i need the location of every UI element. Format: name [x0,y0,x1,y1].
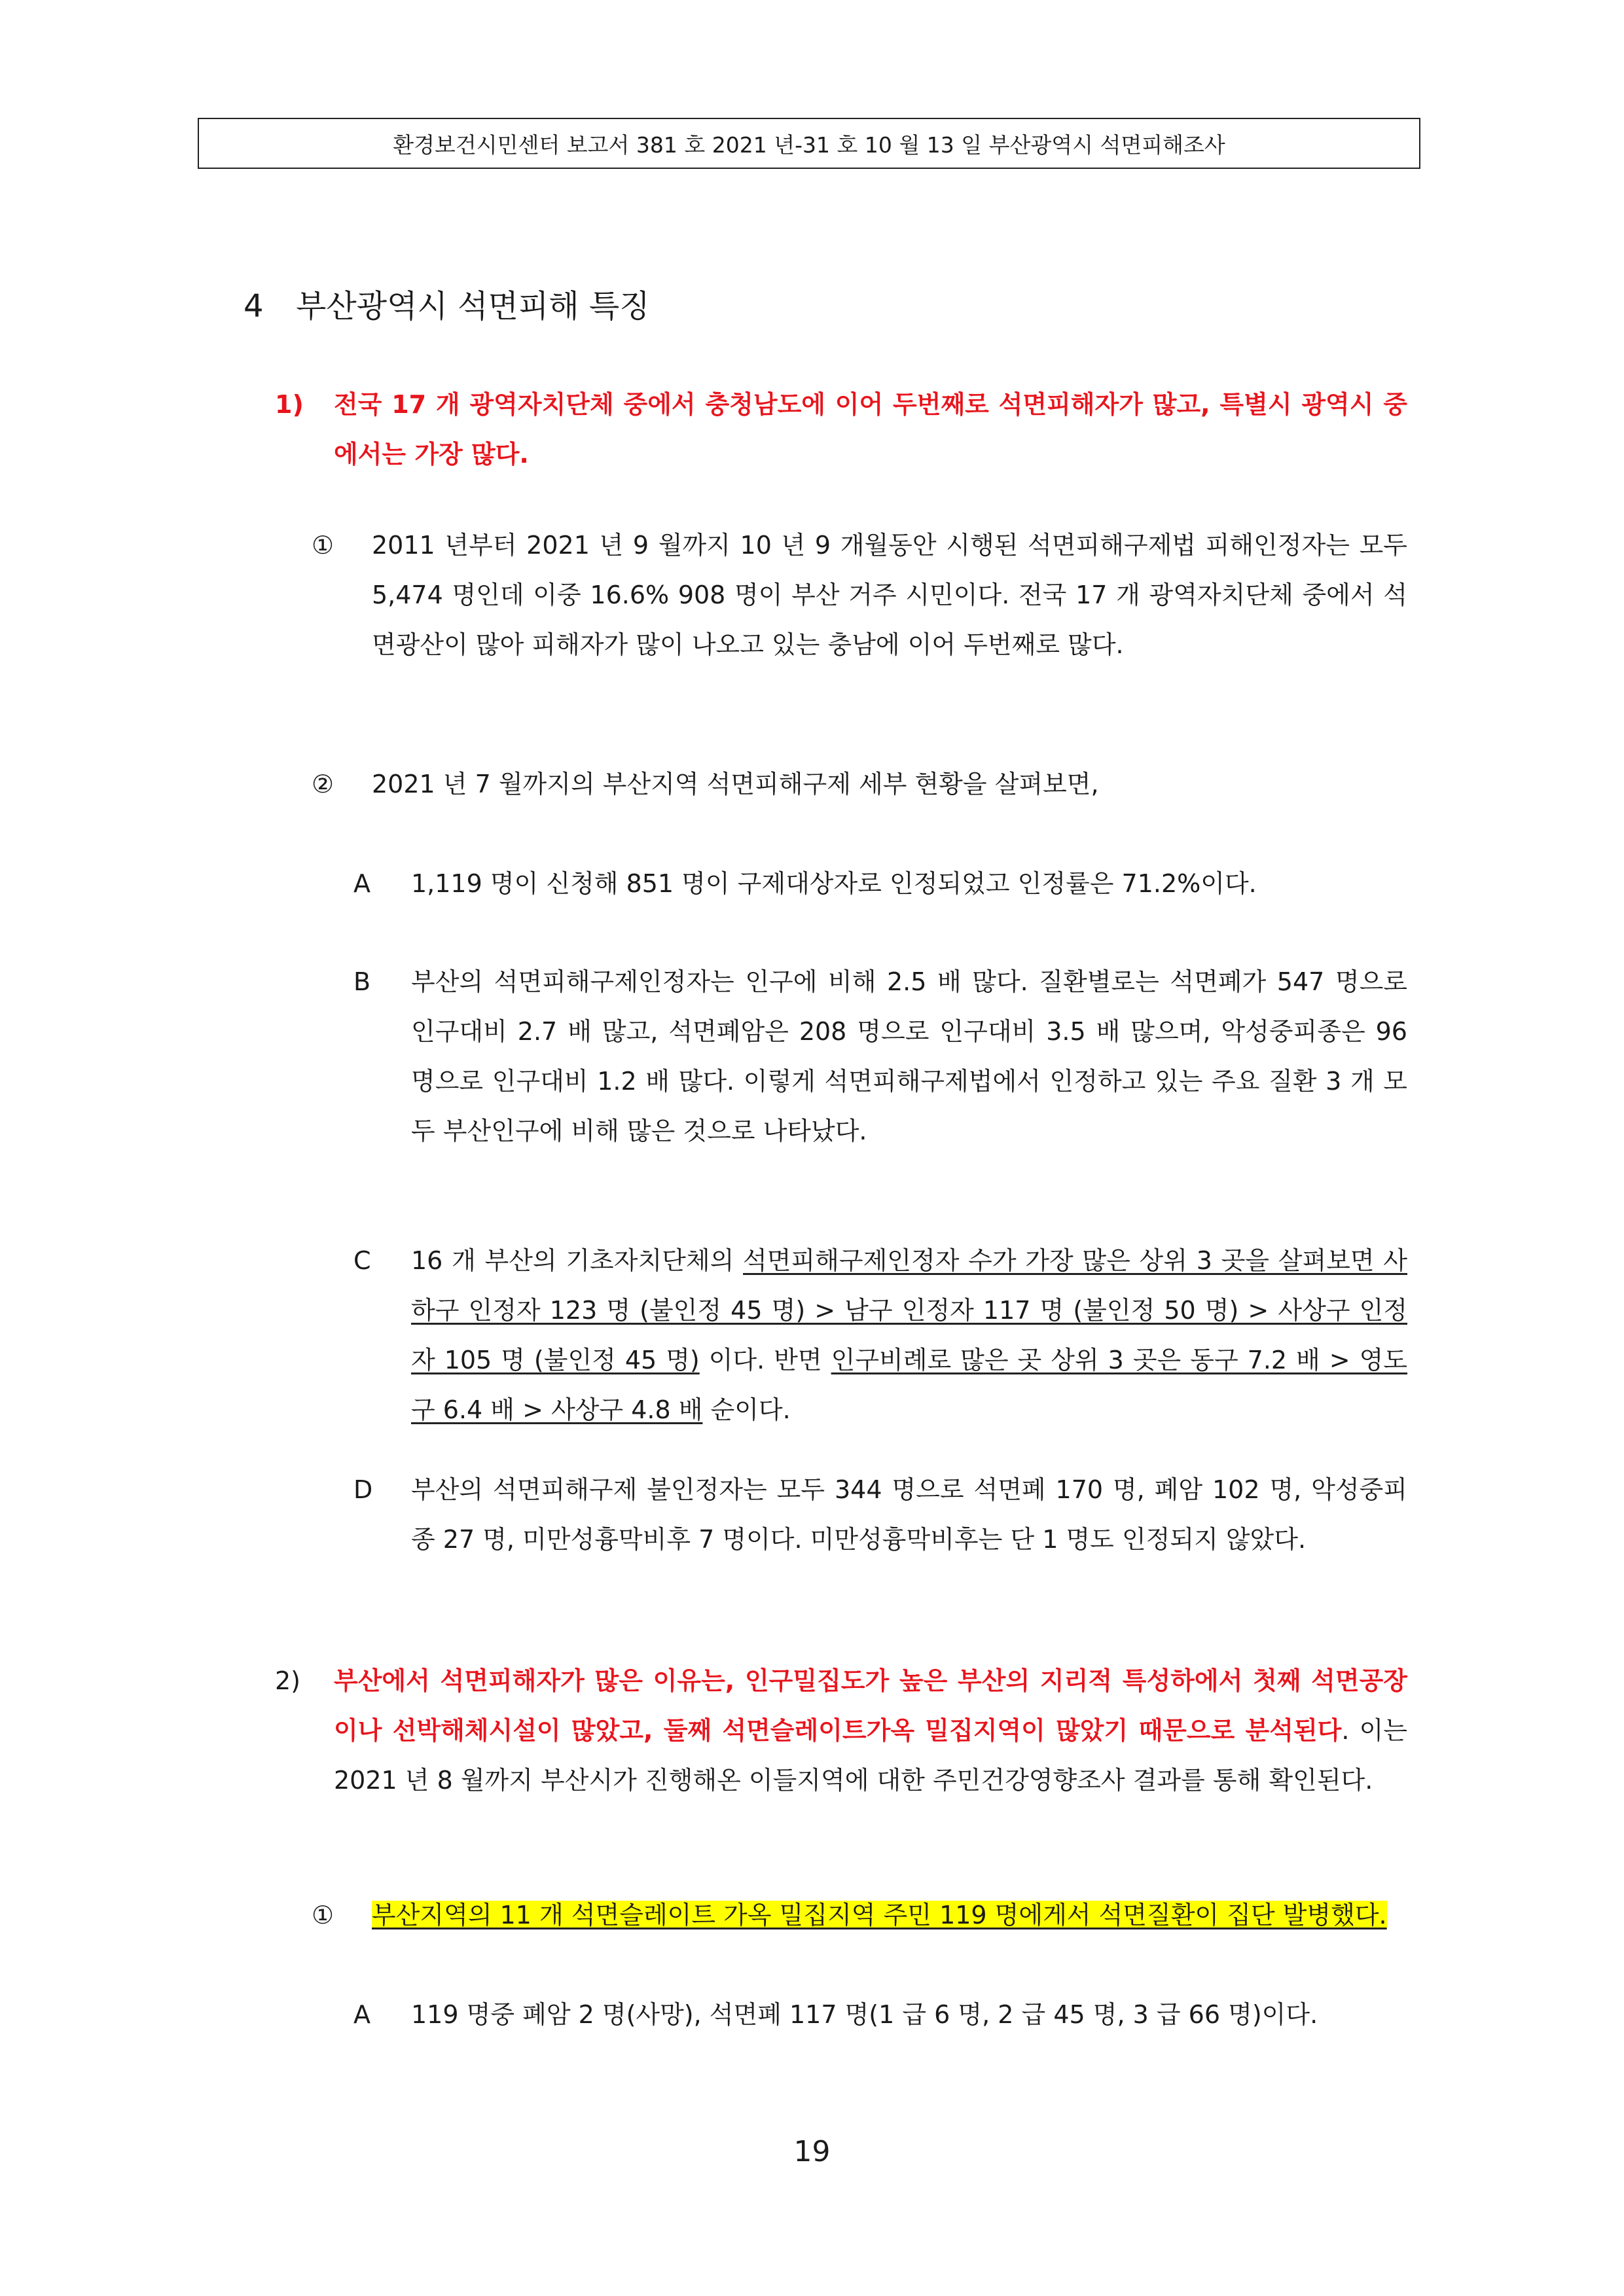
item-C-text-1: 16 개 부산의 기초자치단체의 [411,1246,744,1275]
item-2-emphasis: 부산에서 석면피해자가 많은 이유는, 인구밀집도가 높은 부산의 지리적 특성하에서 첫째 석면공장이나 선박해체시설이 많았고, 둘째 석면슬레이트가옥 밀집지역이 많았기 때문으로 분석된다 [334,1666,1407,1745]
item-1-1-text: 2011 년부터 2021 년 9 월까지 10 년 9 개월동안 시행된 석면피해구제법 피해인정자는 모두 5,474 명인데 이중 16.6% 908 명이 부산 거주 시민이다. 전국 17 개 광역자치단체 중에서 석면광산이 많아 피해자가 많이 나오고 있는 충남에 이어 두번째로 많다. [372,531,1407,659]
item-1-marker: 1) [275,390,304,419]
item-C-text-3: 순이다. [702,1395,791,1424]
section-number: 4 [244,288,264,325]
item-C-text [411,1236,1407,1435]
item-C-underlined-2: 인구비례로 많은 곳 상위 3 곳은 동구 7.2 배 > 영도구 6.4 배 > 사상구 4.8 배 [411,1346,1408,1424]
item-D-marker: D [353,1475,373,1504]
item-2-A-text: 119 명중 폐암 2 명(사망), 석면폐 117 명(1 급 6 명, 2 급 45 명, 3 급 66 명)이다. [411,2000,1318,2029]
item-B-marker: B [353,967,371,996]
item-1-heading: 전국 17 개 광역자치단체 중에서 충청남도에 이어 두번째로 석면피해자가 많고, 특별시 광역시 중에서는 가장 많다. [334,390,1407,469]
item-B-text: 부산의 석면피해구제인정자는 인구에 비해 2.5 배 많다. 질환별로는 석면폐가 547 명으로 인구대비 2.7 배 많고, 석면폐암은 208 명으로 인구대비 3.5 배 많으며, 악성중피종은 96 명으로 인구대비 1.2 배 많다. 이렇게 석면피해구제법에서 인정하고 있는 주요 질환 3 개 모두 부산인구에 비해 많은 것으로 나타났다. [411,967,1407,1145]
item-1-2-marker: ② [312,770,334,798]
item-1-2-text: 2021 년 7 월까지의 부산지역 석면피해구제 세부 현황을 살펴보면, [372,770,1099,798]
item-D-text: 부산의 석면피해구제 불인정자는 모두 344 명으로 석면폐 170 명, 폐암 102 명, 악성중피종 27 명, 미만성흉막비후 7 명이다. 미만성흉막비후는 단 1 명도 인정되지 않았다. [411,1475,1407,1554]
item-2-1-text [372,1890,1407,1940]
item-2-text [334,1656,1407,1805]
item-2-rest: . 이는 2021 년 8 월까지 부산시가 진행해온 이들지역에 대한 주민건강영향조사 결과를 통해 확인된다. [334,1716,1407,1795]
item-2-marker: 2) [275,1666,301,1695]
item-C-marker: C [353,1246,371,1275]
item-2-1-marker: ① [312,1901,334,1929]
item-A-marker: A [353,869,370,898]
report-header: 환경보건시민센터 보고서 381 호 2021 년-31 호 10 월 13 일 부산광역시 석면피해조사 [198,118,1420,169]
section-title: 부산광역시 석면피해 특징 [296,288,650,325]
item-2-A-marker: A [353,2000,370,2029]
item-C-underlined-1: 석면피해구제인정자 수가 가장 많은 상위 3 곳을 살펴보면 사하구 인정자 123 명 (불인정 45 명) > 남구 인정자 117 명 (불인정 50 명) > 사상구 인정자 105 명 (불인정 45 명) [411,1246,1407,1374]
item-A-text: 1,119 명이 신청해 851 명이 구제대상자로 인정되었고 인정률은 71.2%이다. [411,869,1257,898]
item-C-text-2: 이다. 반면 [699,1346,831,1374]
page-number: 19 [793,2135,831,2168]
item-1-1-marker: ① [312,531,334,560]
item-2-1-highlighted: 부산지역의 11 개 석면슬레이트 가옥 밀집지역 주민 119 명에게서 석면질환이 집단 발병했다. [372,1901,1387,1929]
